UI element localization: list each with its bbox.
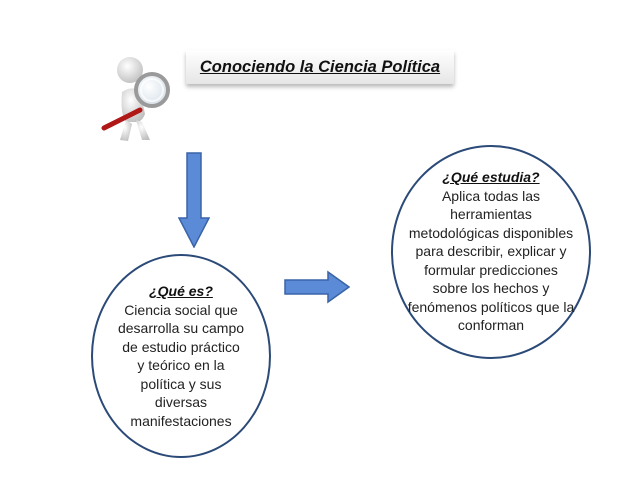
node-que-estudia-line: conforman: [457, 317, 525, 333]
node-que-es-text: [93, 282, 269, 430]
node-que-estudia-line: herramientas: [450, 206, 532, 222]
diagram-title: Conociendo la Ciencia Política: [199, 57, 441, 76]
node-que-estudia-line: sobre los hechos y: [432, 280, 550, 296]
node-que-es-line: manifestaciones: [130, 412, 232, 429]
node-que-es-line: Ciencia social que: [124, 301, 238, 318]
node-que-es-line: de estudio práctico: [122, 338, 240, 355]
node-que-es-line: política y sus: [140, 375, 222, 392]
node-que-es-question: ¿Qué es?: [149, 283, 213, 299]
node-que-estudia-text: [393, 168, 589, 335]
person-with-magnifier-icon: [90, 44, 190, 144]
node-que-estudia-line: fenómenos políticos que la: [407, 298, 575, 315]
node-que-estudia-question: ¿Qué estudia?: [442, 169, 540, 185]
node-que-estudia-line: Aplica todas las: [441, 187, 541, 204]
title-box: [186, 50, 454, 84]
arrow-right-icon: [284, 270, 350, 304]
node-que-estudia-line: metodológicas disponibles: [408, 224, 574, 241]
node-que-es-line: y teórico en la: [137, 357, 225, 373]
node-que-es-line: diversas: [154, 394, 208, 410]
node-que-estudia-line: formular predicciones: [424, 261, 558, 278]
arrow-down-icon: [178, 152, 210, 248]
node-que-es-line: desarrolla su campo: [117, 320, 245, 336]
node-que-estudia-line: para describir, explicar y: [415, 243, 567, 259]
